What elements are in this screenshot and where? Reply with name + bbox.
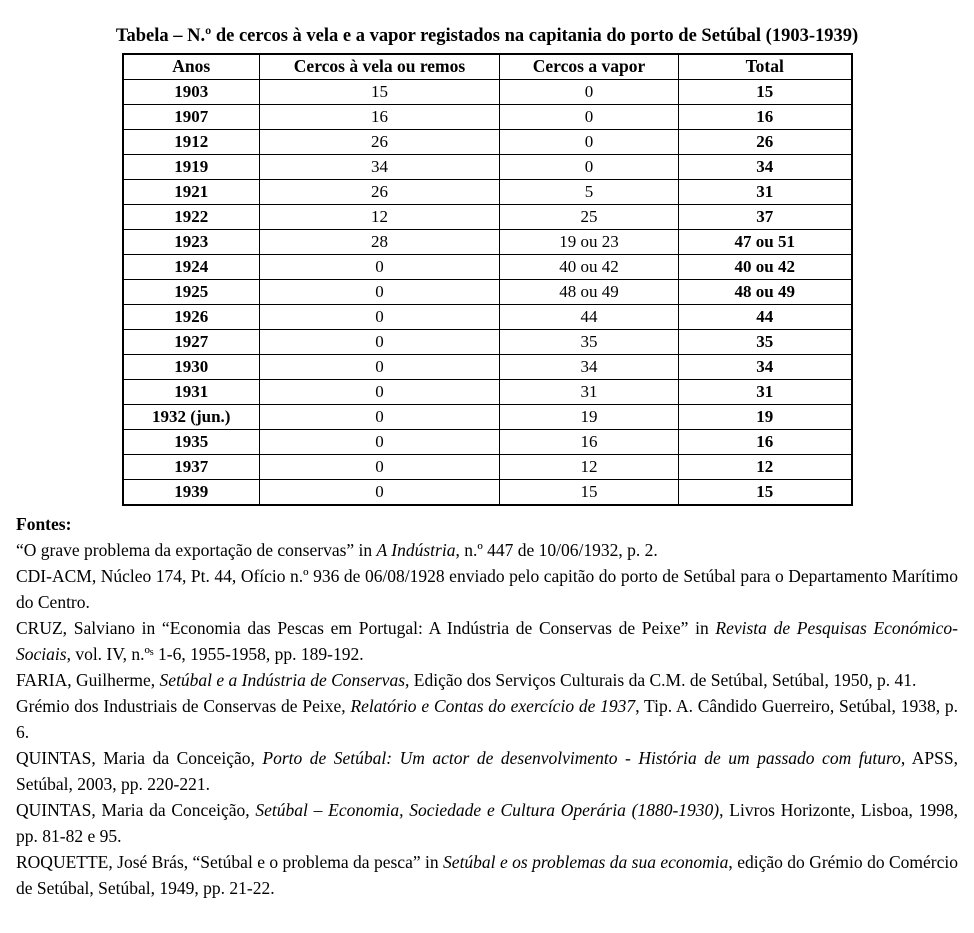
vapor-cell: 35 <box>500 330 679 355</box>
vela-remos-cell: 0 <box>260 405 500 430</box>
vela-remos-cell: 0 <box>260 255 500 280</box>
total-cell: 19 <box>679 405 852 430</box>
year-cell: 1924 <box>123 255 260 280</box>
table-row <box>123 155 852 180</box>
source-item <box>16 693 958 745</box>
year-cell: 1925 <box>123 280 260 305</box>
year-cell: 1923 <box>123 230 260 255</box>
column-header-vela: Cercos à vela ou remos <box>260 54 500 80</box>
table-row <box>123 205 852 230</box>
source-item <box>16 849 958 901</box>
table-row <box>123 405 852 430</box>
source-text: CDI-ACM, Núcleo 174, Pt. 44, Ofício n.º 936 de 06/08/1928 enviado pelo capitão do porto de Setúbal para o Departamento Marítimo do Centro. <box>16 566 958 612</box>
vela-remos-cell: 0 <box>260 430 500 455</box>
total-cell: 31 <box>679 380 852 405</box>
year-cell: 1935 <box>123 430 260 455</box>
table-row <box>123 180 852 205</box>
source-item <box>16 745 958 797</box>
total-cell: 35 <box>679 330 852 355</box>
vapor-cell: 19 ou 23 <box>500 230 679 255</box>
source-work-title: Porto de Setúbal: Um actor de desenvolvimento - História de um passado com futuro <box>262 748 901 768</box>
total-cell: 15 <box>679 80 852 105</box>
column-header-total: Total <box>679 54 852 80</box>
table-body <box>123 80 852 506</box>
vela-remos-cell: 26 <box>260 130 500 155</box>
source-work-title: Setúbal e os problemas da sua economia <box>443 852 729 872</box>
total-cell: 16 <box>679 430 852 455</box>
header-row <box>123 54 852 80</box>
source-text: QUINTAS, Maria da Conceição, <box>16 800 256 820</box>
vapor-cell: 0 <box>500 80 679 105</box>
column-header-vapor: Cercos a vapor <box>500 54 679 80</box>
table-row <box>123 305 852 330</box>
year-cell: 1937 <box>123 455 260 480</box>
vapor-cell: 12 <box>500 455 679 480</box>
vapor-cell: 34 <box>500 355 679 380</box>
source-work-title: Setúbal – Economia, Sociedade e Cultura Operária (1880-1930) <box>255 800 720 820</box>
vela-remos-cell: 0 <box>260 330 500 355</box>
vela-remos-cell: 15 <box>260 80 500 105</box>
source-item <box>16 537 958 563</box>
source-text: , n.º 447 de 10/06/1932, p. 2. <box>455 540 658 560</box>
vapor-cell: 5 <box>500 180 679 205</box>
source-item <box>16 615 958 667</box>
table-row <box>123 380 852 405</box>
source-text: , Livros Horizonte, Lisboa, 1998, pp. 81-82 e 95. <box>16 800 958 846</box>
vapor-cell: 44 <box>500 305 679 330</box>
sources-list <box>16 537 958 901</box>
year-cell: 1931 <box>123 380 260 405</box>
vela-remos-cell: 34 <box>260 155 500 180</box>
source-item <box>16 667 958 693</box>
year-cell: 1919 <box>123 155 260 180</box>
year-cell: 1922 <box>123 205 260 230</box>
source-work-title: A Indústria <box>376 540 456 560</box>
total-cell: 26 <box>679 130 852 155</box>
total-cell: 48 ou 49 <box>679 280 852 305</box>
sources-heading: Fontes: <box>16 514 72 534</box>
year-cell: 1907 <box>123 105 260 130</box>
year-cell: 1932 (jun.) <box>123 405 260 430</box>
vapor-cell: 0 <box>500 155 679 180</box>
year-cell: 1939 <box>123 480 260 506</box>
table-row <box>123 80 852 105</box>
vapor-cell: 40 ou 42 <box>500 255 679 280</box>
vapor-cell: 15 <box>500 480 679 506</box>
vapor-cell: 16 <box>500 430 679 455</box>
vela-remos-cell: 0 <box>260 305 500 330</box>
table-row <box>123 105 852 130</box>
source-item <box>16 797 958 849</box>
source-text: QUINTAS, Maria da Conceição, <box>16 748 263 768</box>
vela-remos-cell: 0 <box>260 380 500 405</box>
total-cell: 44 <box>679 305 852 330</box>
source-text: , Edição dos Serviços Culturais da C.M. de Setúbal, Setúbal, 1950, p. 41. <box>405 670 917 690</box>
year-cell: 1912 <box>123 130 260 155</box>
source-text: , APSS, Setúbal, 2003, pp. 220-221. <box>16 748 958 794</box>
sources-section <box>16 511 958 901</box>
total-cell: 15 <box>679 480 852 506</box>
source-work-title: Relatório e Contas do exercício de 1937 <box>350 696 636 716</box>
source-text: ROQUETTE, José Brás, “Setúbal e o problema da pesca” in <box>16 852 444 872</box>
vapor-cell: 25 <box>500 205 679 230</box>
year-cell: 1927 <box>123 330 260 355</box>
vela-remos-cell: 12 <box>260 205 500 230</box>
vela-remos-cell: 0 <box>260 480 500 506</box>
table-header <box>123 54 852 80</box>
vela-remos-cell: 0 <box>260 455 500 480</box>
vapor-cell: 31 <box>500 380 679 405</box>
table-row <box>123 355 852 380</box>
source-work-title: Setúbal e a Indústria de Conservas <box>159 670 406 690</box>
total-cell: 34 <box>679 155 852 180</box>
vapor-cell: 0 <box>500 130 679 155</box>
year-cell: 1921 <box>123 180 260 205</box>
table-row <box>123 255 852 280</box>
column-header-anos: Anos <box>123 54 260 80</box>
total-cell: 37 <box>679 205 852 230</box>
vapor-cell: 19 <box>500 405 679 430</box>
cercos-table <box>122 53 853 506</box>
total-cell: 34 <box>679 355 852 380</box>
vela-remos-cell: 26 <box>260 180 500 205</box>
year-cell: 1926 <box>123 305 260 330</box>
source-text: FARIA, Guilherme, <box>16 670 160 690</box>
table-row <box>123 330 852 355</box>
total-cell: 31 <box>679 180 852 205</box>
vapor-cell: 48 ou 49 <box>500 280 679 305</box>
table-row <box>123 430 852 455</box>
vela-remos-cell: 0 <box>260 280 500 305</box>
vela-remos-cell: 16 <box>260 105 500 130</box>
source-text: “O grave problema da exportação de conservas” in <box>16 540 377 560</box>
year-cell: 1903 <box>123 80 260 105</box>
source-text: Grémio dos Industriais de Conservas de Peixe, <box>16 696 351 716</box>
source-text: CRUZ, Salviano in “Economia das Pescas em Portugal: A Indústria de Conservas de Peixe” in <box>16 618 716 638</box>
vapor-cell: 0 <box>500 105 679 130</box>
total-cell: 16 <box>679 105 852 130</box>
total-cell: 40 ou 42 <box>679 255 852 280</box>
vela-remos-cell: 0 <box>260 355 500 380</box>
source-text: , Tip. A. Cândido Guerreiro, Setúbal, 1938, p. 6. <box>16 696 958 742</box>
table-row <box>123 480 852 506</box>
table-row <box>123 230 852 255</box>
source-text: , edição do Grémio do Comércio de Setúbal, Setúbal, 1949, pp. 21-22. <box>16 852 958 898</box>
table-row <box>123 280 852 305</box>
total-cell: 47 ou 51 <box>679 230 852 255</box>
table-row <box>123 455 852 480</box>
table-title: Tabela – N.º de cercos à vela e a vapor registados na capitania do porto de Setúbal (1903-1939) <box>115 26 859 46</box>
source-item <box>16 563 958 615</box>
vela-remos-cell: 28 <box>260 230 500 255</box>
total-cell: 12 <box>679 455 852 480</box>
source-text: , vol. IV, n.ºˢ 1-6, 1955-1958, pp. 189-192. <box>66 644 364 664</box>
source-work-title: Revista de Pesquisas Económico-Sociais <box>16 618 958 664</box>
year-cell: 1930 <box>123 355 260 380</box>
table-row <box>123 130 852 155</box>
